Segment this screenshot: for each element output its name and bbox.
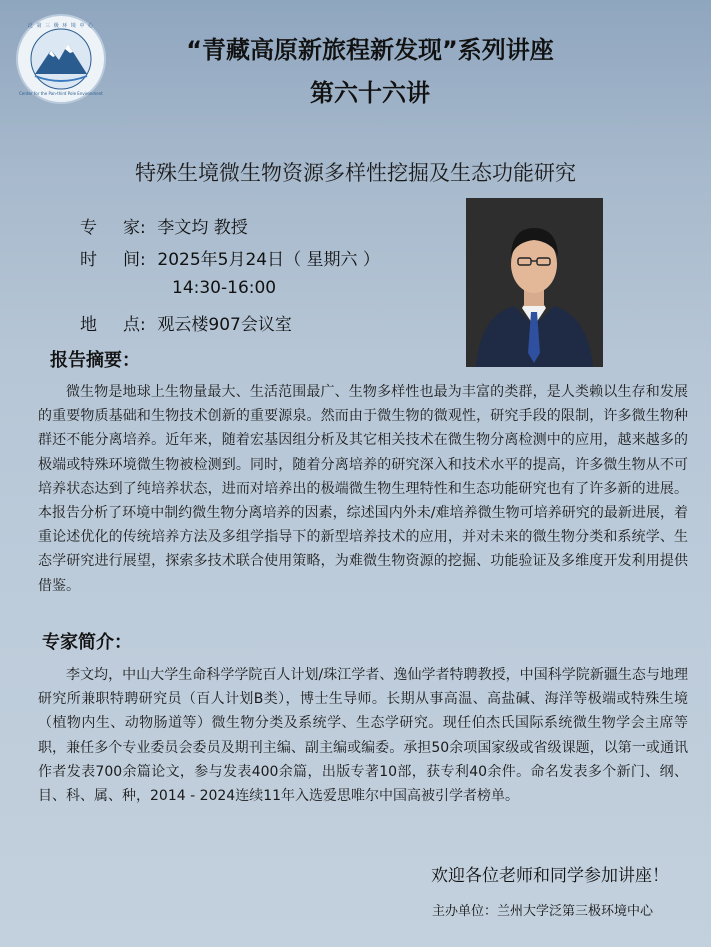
abstract-text: 微生物是地球上生物量最大、生活范围最广、生物多样性也最为丰富的类群，是人类赖以生存和发展的重要物质基础和生物技术创新的重要源泉。然而由于微生物的微观性，研究手段的限制，许多微生物种群还不能分离培养。近年来，随着宏基因组分析及其它相关技术在微生物分离检测中的应用，越来越多的极端或特殊环境微生物被检测到。同时，随着分离培养的研究深入和技术水平的提高，许多微生物从不可培养状态达到了纯培养状态，进而对培养出的极端微生物生理特性和生态功能研究也有了许多新的进展。本报告分析了环境中制约微生物分离培养的因素，综述国内外未/难培养微生物可培养研究的最新进展，着重论述优化的传统培养方法及多组学指导下的新型培养技术的应用，并对未来的微生物分类和系统学、生态学研究进行展望，探索多技术联合使用策略，为难微生物资源的挖掘、功能验证及多维度开发利用提供借鉴。 — [38, 384, 688, 594]
place-value: 观云楼907会议室 — [157, 315, 292, 335]
lecture-number: 第六十六讲 — [310, 79, 430, 107]
speaker-row — [80, 213, 248, 238]
bio-title: 专家简介： — [42, 632, 132, 653]
time-label-b: 间: — [123, 250, 146, 270]
welcome-message: 欢迎各位老师和同学参加讲座！ — [431, 866, 669, 886]
speaker-photo — [466, 198, 603, 367]
series-title: “青藏高原新旅程新发现”系列讲座 — [186, 36, 554, 64]
place-label-b: 点: — [123, 315, 146, 335]
speaker-label-b: 家: — [123, 218, 146, 238]
time-label — [80, 245, 152, 270]
speaker-value: 李文均 教授 — [157, 218, 248, 238]
time-label-a: 时 — [80, 250, 97, 270]
time-range: 14:30-16:00 — [172, 278, 277, 298]
place-row — [80, 310, 292, 335]
center-logo — [16, 14, 106, 104]
logo-bottom-text: Center for the Pan-third Pole Environment — [19, 91, 103, 96]
speaker-portrait-icon — [466, 198, 603, 367]
abstract-title: 报告摘要： — [50, 350, 140, 371]
logo-top-text: 泛 第 三 极 环 境 中 心 — [27, 23, 95, 29]
lecture-topic: 特殊生境微生物资源多样性挖掘及生态功能研究 — [135, 161, 576, 185]
time-row — [80, 245, 380, 270]
organizer-line: 主办单位：兰州大学泛第三极环境中心 — [431, 904, 653, 919]
time-value: 2025年5月24日（ 星期六 ） — [157, 250, 380, 270]
bio-text: 李文均，中山大学生命科学学院百人计划/珠江学者、逸仙学者特聘教授，中国科学院新疆生态与地理研究所兼职特聘研究员（百人计划B类），博士生导师。长期从事高温、高盐碱、海洋等极端或特殊生境（植物内生、动物肠道等）微生物分类及系统学、生态学研究。现任伯杰氏国际系统微生物学会主席等职，兼任多个专业委员会委员及期刊主编、副主编或编委。承担50余项国家级或省级课题，以第一或通讯作者发表700余篇论文，参与发表400余篇，出版专著10部，获专利40余件。命名发表多个新门、纲、目、科、属、种，2014 - 2024连续11年入选爱思唯尔中国高被引学者榜单。 — [38, 667, 688, 805]
speaker-label-a: 专 — [80, 218, 97, 238]
place-label — [80, 310, 152, 335]
speaker-label — [80, 213, 152, 238]
place-label-a: 地 — [80, 315, 97, 335]
